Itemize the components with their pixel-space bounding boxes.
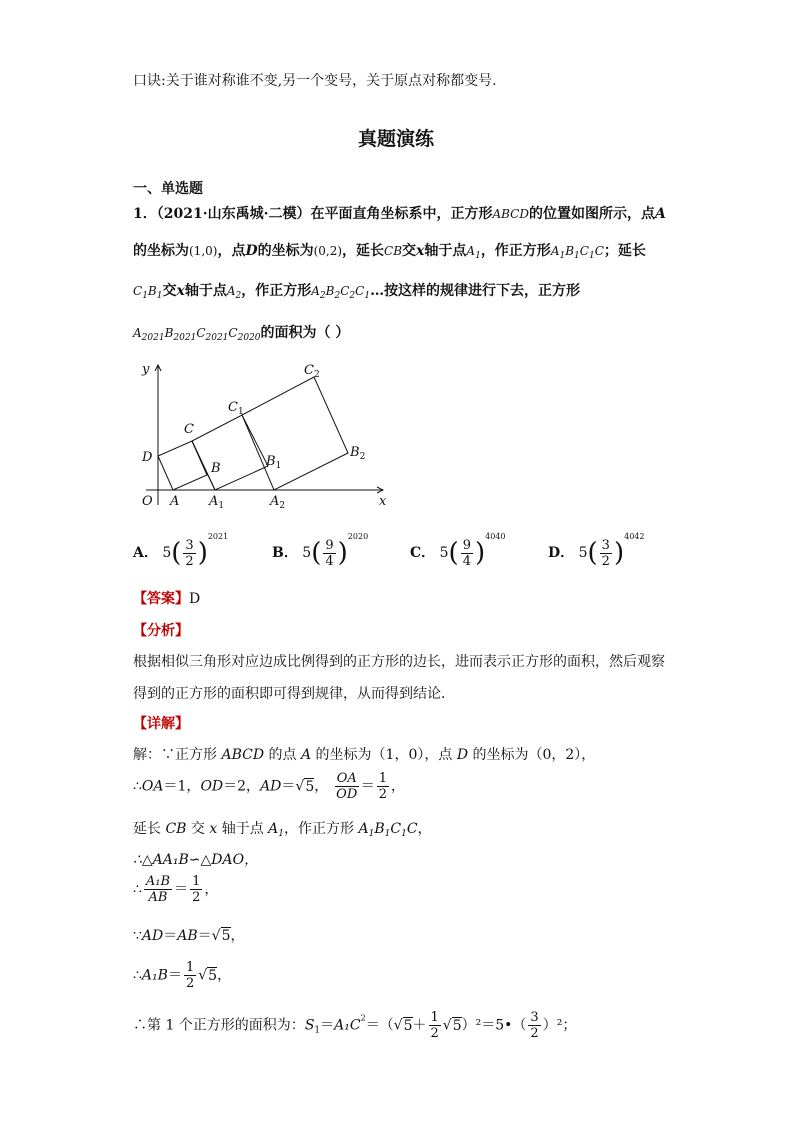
- square-sequence-figure: [128, 355, 388, 515]
- option-b[interactable]: B． 5( $\frac{9}{4}$ )$^{2020}$: [272, 532, 369, 569]
- q1-text: 在平面直角坐标系中，正方形: [310, 206, 493, 222]
- label-d: D: [142, 450, 153, 465]
- square-2: [242, 377, 348, 490]
- q1-square-2021: $A_{2021}B_{2021}C_{2021}C_{2020}$: [133, 326, 261, 343]
- question-number: 1．: [133, 206, 157, 222]
- answer-line: [133, 588, 200, 608]
- answer-tag: 【答案】: [133, 591, 189, 607]
- option-c[interactable]: C． 5( $\frac{9}{4}$ )$^{4040}$: [410, 532, 506, 569]
- detail-line-1: 解：∵正方形 ABCD 的点 A 的坐标为（1，0），点 D 的坐标为（0，2），: [133, 747, 596, 763]
- detail-line-7: ∴A₁B＝ $\frac{1}{2}$ √5，: [133, 960, 232, 991]
- q1-text: 交: [402, 243, 417, 259]
- q1-a2: $A_2$: [226, 284, 242, 301]
- heading-single-choice: 一、单选题: [133, 181, 203, 197]
- detail-line-6: ∵AD＝AB＝√5，: [133, 928, 245, 944]
- q1-a1: $A_1$: [466, 244, 481, 261]
- question-line-1: [133, 203, 666, 223]
- answer-value: D: [189, 591, 201, 607]
- q1-text: 轴于点: [184, 283, 227, 299]
- q1-text: 轴于点: [424, 243, 467, 259]
- question-source: （2021·山东禹城·二模）: [156, 206, 311, 222]
- q1-x: x: [176, 283, 185, 299]
- q1-text: 的位置如图所示，点: [528, 206, 655, 222]
- label-a2: $A_2$: [270, 494, 286, 511]
- label-b: B: [211, 461, 221, 476]
- section-title: 真题演练: [358, 128, 435, 150]
- option-d[interactable]: D． 5( $\frac{3}{2}$ )$^{4042}$: [548, 532, 645, 569]
- koujue-text: 口诀:关于谁对称谁不变,另一个变号，关于原点对称都变号.: [133, 73, 497, 89]
- detail-tag: 【详解】: [133, 716, 189, 732]
- detail-line-4: ∴△AA₁B∽△DAO，: [133, 852, 259, 868]
- q1-text: ；延长: [603, 243, 646, 259]
- q1-text: ，点: [217, 243, 246, 259]
- label-b2: $B_2$: [350, 445, 366, 462]
- q1-coord-d: (0,2): [313, 244, 343, 258]
- q1-text: 交: [162, 283, 177, 299]
- question-line-2: [133, 240, 646, 261]
- label-y: y: [142, 362, 150, 377]
- q1-text: ，作正方形: [480, 243, 551, 259]
- analysis-line-2: 得到的正方形的面积即可得到规律，从而得到结论．: [133, 686, 455, 702]
- analysis-line-1: 根据相似三角形对应边成比例得到的正方形的边长，进而表示正方形的面积，然后观察: [133, 654, 665, 670]
- detail-line-3: 延长 CB 交 x 轴于点 $A_1$，作正方形 $A_1B_1C_1C$，: [133, 821, 432, 839]
- q1-coord-a: (1,0): [189, 244, 218, 258]
- q1-text: …按这样的规律进行下去，正方形: [370, 283, 581, 299]
- detail-line-8: ∴第 1 个正方形的面积为：$S_1=A_1C^2=(√5+$ $\frac{1}{2}$ √5）²＝5•（ $\frac{3}{2}$ ）²；: [133, 1010, 577, 1041]
- label-c2: $C_2$: [304, 363, 320, 380]
- q1-cb: CB: [384, 244, 403, 258]
- label-a1: $A_1$: [209, 494, 225, 511]
- q1-text: ，延长: [342, 243, 385, 259]
- label-b1: $B_1$: [266, 454, 282, 471]
- label-x: x: [379, 494, 387, 509]
- detail-line-2: ∴OA＝1，OD＝2，AD＝√5， $\frac{OA}{OD}$ ＝ $\frac{1}{2}$ ，: [133, 771, 406, 802]
- q1-text: 的坐标为: [257, 243, 314, 259]
- analysis-tag: 【分析】: [133, 623, 189, 639]
- label-c1: $C_1$: [228, 400, 244, 417]
- q1-x: x: [416, 243, 425, 259]
- square-abcd: [158, 441, 207, 490]
- option-a[interactable]: A． 5( $\frac{3}{2}$ )$^{2021}$: [133, 532, 229, 569]
- detail-line-5: ∴ $\frac{\text{A₁B}}{AB}$ ＝ $\frac{1}{2}$ ，: [133, 874, 219, 905]
- q1-text: 的坐标为: [133, 243, 189, 259]
- q1-point-d: D: [245, 243, 258, 259]
- square-1: [192, 415, 268, 490]
- q1-c1b1: $C_1B_1$: [133, 284, 163, 301]
- label-o: O: [142, 494, 153, 509]
- q1-text: ，作正方形: [241, 283, 312, 299]
- label-c: C: [184, 422, 194, 437]
- question-line-4: [133, 322, 349, 343]
- q1-point-a: A: [654, 206, 666, 222]
- label-a: A: [170, 494, 180, 509]
- q1-text: 的面积为（ ）: [260, 325, 350, 341]
- q1-square-1: $A_1B_1C_1C$: [550, 244, 604, 261]
- q1-square-2: $A_2B_2C_2C_1$: [311, 284, 371, 301]
- question-line-3: [133, 280, 580, 301]
- q1-abcd: ABCD: [492, 207, 529, 221]
